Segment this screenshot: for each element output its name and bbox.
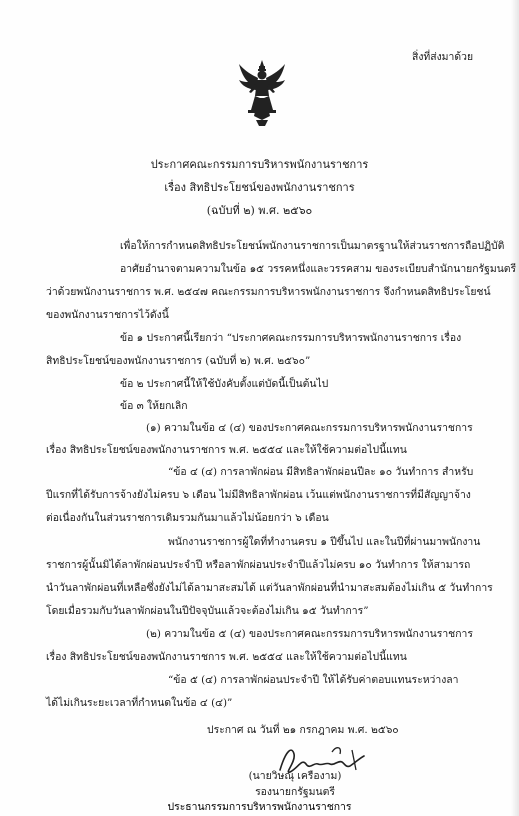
signer-name: (นายวิษณุ เครืองาม): [248, 770, 342, 782]
page-edge-shadow: [511, 0, 519, 816]
garuda-emblem-icon: [238, 58, 286, 128]
body-line: ว่าด้วยพนักงานราชการ พ.ศ. ๒๕๔๗ คณะกรรมการบริหารพนักงานราชการ จึงกำหนดสิทธิประโยชน์: [46, 286, 491, 298]
body-line: สิทธิประโยชน์ของพนักงานราชการ (ฉบับที่ ๒) พ.ศ. ๒๕๖๐”: [46, 355, 311, 367]
body-line: (๒) ความในข้อ ๕ (๔) ของประกาศคณะกรรมการบริหารพนักงานราชการ: [146, 628, 473, 640]
body-line: ข้อ ๓ ให้ยกเลิก: [120, 400, 188, 412]
body-line: โดยเมื่อรวมกับวันลาพักผ่อนในปีปัจจุบันแล้วจะต้องไม่เกิน ๑๕ วันทำการ”: [46, 605, 369, 617]
body-line: ข้อ ๑ ประกาศนี้เรียกว่า “ประกาศคณะกรรมการบริหารพนักงานราชการ เรื่อง: [120, 332, 462, 344]
body-line: เพื่อให้การกำหนดสิทธิประโยชน์พนักงานราชการเป็นมาตรฐานให้ส่วนราชการถือปฏิบัติ: [120, 240, 505, 252]
body-line: “ข้อ ๕ (๔) การลาพักผ่อนประจำปี ให้ได้รับค่าตอบแทนระหว่างลา: [168, 674, 459, 686]
document-title: ประกาศคณะกรรมการบริหารพนักงานราชการ: [150, 158, 369, 171]
body-line: นำวันลาพักผ่อนที่เหลือซึ่งยังไม่ได้ลามาสะสมได้ แต่วันลาพักผ่อนที่นำมาสะสมต้องไม่เกิน ๕ วันทำการ: [46, 582, 493, 594]
body-line: ข้อ ๒ ประกาศนี้ให้ใช้บังคับตั้งแต่บัดนี้เป็นต้นไป: [120, 378, 329, 390]
body-line: ปีแรกที่ได้รับการจ้างยังไม่ครบ ๖ เดือน ไม่มีสิทธิลาพักผ่อน เว้นแต่พนักงานราชการที่มีสัญญาจ้าง: [46, 489, 471, 501]
signature-date-line: ประกาศ ณ วันที่ ๒๑ กรกฎาคม พ.ศ. ๒๕๖๐: [207, 724, 399, 736]
body-line: เรื่อง สิทธิประโยชน์ของพนักงานราชการ พ.ศ. ๒๕๕๔ และให้ใช้ความต่อไปนี้แทน: [46, 444, 407, 456]
document-issue: (ฉบับที่ ๒) พ.ศ. ๒๕๖๐: [206, 204, 313, 217]
signer-position-2: ประธานกรรมการบริหารพนักงานราชการ: [167, 802, 352, 813]
body-line: “ข้อ ๔ (๔) การลาพักผ่อน มีสิทธิลาพักผ่อนปีละ ๑๐ วันทำการ สำหรับ: [168, 466, 474, 478]
body-line: ได้ไม่เกินระยะเวลาที่กำหนดในข้อ ๔ (๔)”: [46, 697, 233, 709]
attachment-note: สิ่งที่ส่งมาด้วย: [412, 51, 474, 63]
body-line: ราชการผู้นั้นมิได้ลาพักผ่อนประจำปี หรือลาพักผ่อนประจำปีแล้วไม่ครบ ๑๐ วันทำการ ให้สามารถ: [46, 559, 471, 571]
body-line: อาศัยอำนาจตามความในข้อ ๑๕ วรรคหนึ่งและวรรคสาม ของระเบียบสำนักนายกรัฐมนตรี: [120, 263, 517, 275]
body-line: (๑) ความในข้อ ๔ (๔) ของประกาศคณะกรรมการบริหารพนักงานราชการ: [146, 422, 473, 434]
body-line: ต่อเนื่องกันในส่วนราชการเดิมรวมกันมาแล้วไม่น้อยกว่า ๖ เดือน: [46, 512, 329, 524]
body-line: พนักงานราชการผู้ใดที่ทำงานครบ ๑ ปีขึ้นไป และในปีที่ผ่านมาพนักงาน: [168, 536, 481, 548]
body-line: ของพนักงานราชการไว้ดังนี้: [46, 309, 169, 321]
body-line: เรื่อง สิทธิประโยชน์ของพนักงานราชการ พ.ศ. ๒๕๕๔ และให้ใช้ความต่อไปนี้แทน: [46, 651, 407, 663]
document-subject: เรื่อง สิทธิประโยชน์ของพนักงานราชการ: [164, 181, 355, 194]
signer-position-1: รองนายกรัฐมนตรี: [255, 786, 335, 798]
